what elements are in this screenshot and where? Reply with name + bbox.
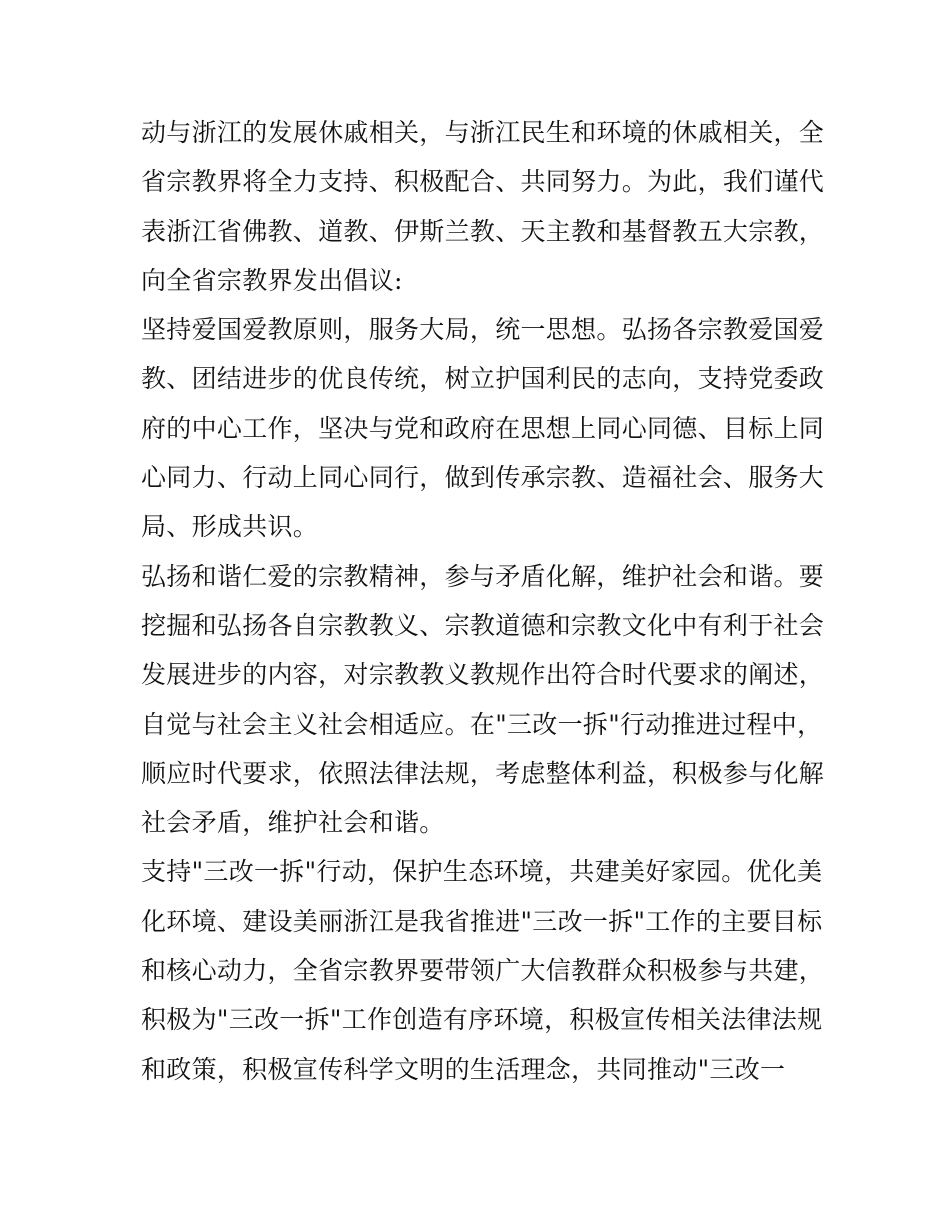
text-line: 心同力、行动上同心同行，做到传承宗教、造福社会、服务大 bbox=[141, 463, 825, 493]
text-line: 顺应时代要求，依照法律法规，考虑整体利益，积极参与化解 bbox=[141, 758, 825, 788]
text-line: 教、团结进步的优良传统，树立护国利民的志向，支持党委政 bbox=[141, 364, 825, 394]
text-line: 积极为"三改一拆"工作创造有序环境，积极宣传相关法律法规 bbox=[141, 1005, 823, 1035]
text-line: 和核心动力，全省宗教界要带领广大信教群众积极参与共建， bbox=[141, 956, 825, 986]
text-line: 挖掘和弘扬各自宗教教义、宗教道德和宗教文化中有利于社会 bbox=[141, 610, 825, 640]
text-line: 动与浙江的发展休戚相关，与浙江民生和环境的休戚相关，全 bbox=[141, 118, 825, 147]
text-line: 省宗教界将全力支持、积极配合、共同努力。为此，我们谨代 bbox=[141, 167, 825, 197]
text-line: 表浙江省佛教、道教、伊斯兰教、天主教和基督教五大宗教， bbox=[141, 216, 825, 246]
text-line: 府的中心工作，坚决与党和政府在思想上同心同德、目标上同 bbox=[141, 413, 825, 443]
text-line: 向全省宗教界发出倡议: bbox=[141, 265, 403, 295]
text-line: 和政策，积极宣传科学文明的生活理念，共同推动"三改一 bbox=[141, 1054, 786, 1084]
text-line: 化环境、建设美丽浙江是我省推进"三改一拆"工作的主要目标 bbox=[141, 906, 823, 936]
text-line: 局、形成共识。 bbox=[141, 512, 319, 542]
text-line: 社会矛盾，维护社会和谐。 bbox=[141, 808, 445, 838]
text-line: 支持"三改一拆"行动，保护生态环境，共建美好家园。优化美 bbox=[141, 857, 823, 887]
text-line: 自觉与社会主义社会相适应。在"三改一拆"行动推进过程中， bbox=[141, 709, 823, 739]
text-line: 坚持爱国爱教原则，服务大局，统一思想。弘扬各宗教爱国爱 bbox=[141, 315, 825, 345]
document-body bbox=[141, 108, 825, 1094]
text-line: 发展进步的内容，对宗教教义教规作出符合时代要求的阐述， bbox=[141, 660, 825, 690]
text-line: 弘扬和谐仁爱的宗教精神，参与矛盾化解，维护社会和谐。要 bbox=[141, 561, 825, 591]
